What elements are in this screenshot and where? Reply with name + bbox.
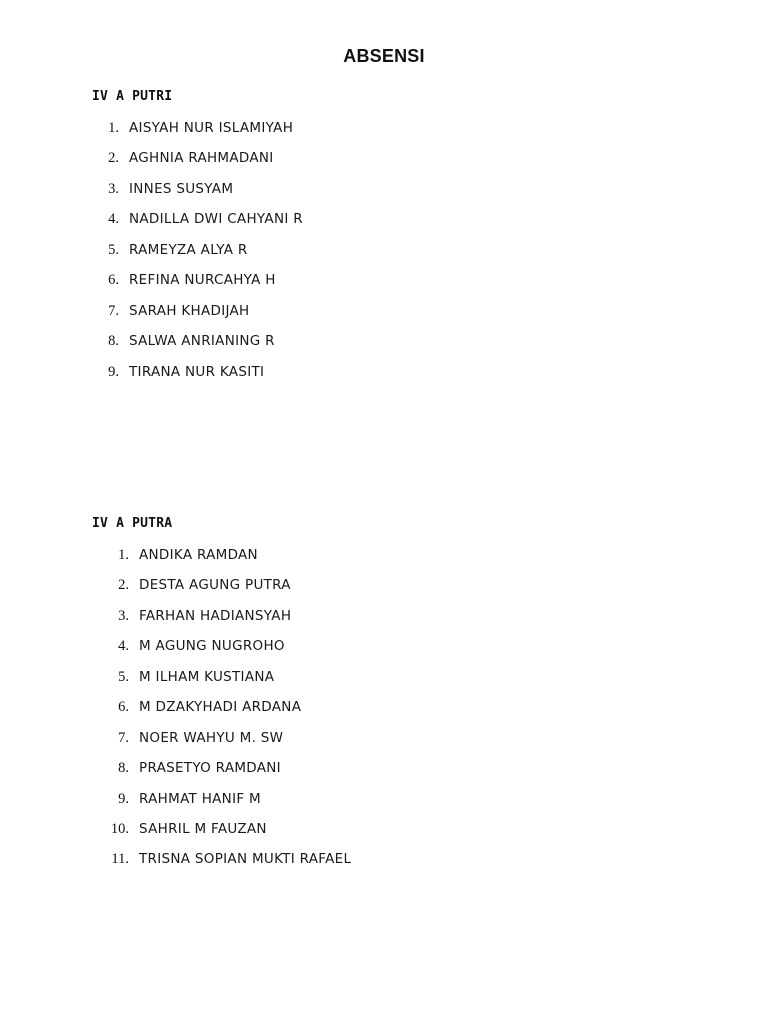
list-item-number: 4.	[108, 211, 119, 228]
list-item	[92, 119, 303, 149]
section-heading-putri: IV A PUTRI	[92, 89, 173, 104]
list-item-number: 11.	[111, 851, 129, 868]
list-item	[92, 820, 351, 850]
list-item-number: 2.	[118, 577, 129, 594]
list-item	[92, 729, 351, 759]
student-name: FARHAN HADIANSYAH	[139, 607, 292, 624]
student-name: TIRANA NUR KASITI	[129, 363, 265, 380]
list-item	[92, 363, 303, 393]
student-name: NOER WAHYU M. SW	[139, 729, 284, 746]
list-item-number: 1.	[108, 120, 119, 136]
list-item-number: 8.	[118, 760, 129, 777]
list-item-number: 7.	[118, 729, 129, 746]
list-item	[92, 576, 351, 606]
student-name: SAHRIL M FAUZAN	[139, 820, 267, 837]
list-item	[92, 332, 303, 362]
list-item-number: 1.	[118, 547, 129, 563]
list-item-number: 3.	[108, 180, 119, 197]
list-item	[92, 302, 303, 332]
student-name: PRASETYO RAMDANI	[139, 760, 281, 777]
student-name: M ILHAM KUSTIANA	[139, 668, 275, 685]
student-list-putri	[92, 119, 303, 393]
student-name: RAHMAT HANIF M	[139, 790, 261, 807]
list-item	[92, 180, 303, 210]
list-item	[92, 546, 351, 576]
student-name: SARAH KHADIJAH	[129, 302, 250, 319]
list-item	[92, 607, 351, 637]
list-item-number: 3.	[118, 607, 129, 624]
student-name: INNES SUSYAM	[129, 180, 234, 197]
list-item	[92, 149, 303, 179]
student-name: AISYAH NUR ISLAMIYAH	[129, 120, 294, 136]
list-item-number: 9.	[118, 790, 129, 807]
student-name: NADILLA DWI CAHYANI R	[129, 211, 303, 228]
list-item	[92, 637, 351, 667]
student-name: ANDIKA RAMDAN	[139, 547, 258, 563]
list-item-number: 5.	[118, 668, 129, 685]
student-name: TRISNA SOPIAN MUKTI RAFAEL	[139, 851, 352, 868]
list-item	[92, 698, 351, 728]
student-name: M AGUNG NUGROHO	[139, 638, 285, 655]
list-item-number: 4.	[118, 638, 129, 655]
student-name: SALWA ANRIANING R	[129, 333, 275, 350]
list-item-number: 5.	[108, 241, 119, 258]
list-item-number: 6.	[118, 699, 129, 716]
list-item-number: 2.	[108, 150, 119, 167]
list-item	[92, 668, 351, 698]
list-item-number: 10.	[110, 820, 129, 837]
student-name: DESTA AGUNG PUTRA	[139, 577, 291, 594]
student-name: M DZAKYHADI ARDANA	[139, 699, 302, 716]
list-item-number: 9.	[108, 363, 119, 380]
list-item	[92, 210, 303, 240]
student-list-putra	[92, 546, 351, 881]
section-heading-putra: IV A PUTRA	[92, 516, 173, 531]
list-item-number: 7.	[108, 302, 119, 319]
list-item-number: 6.	[108, 272, 119, 289]
list-item	[92, 241, 303, 271]
list-item	[92, 271, 303, 301]
list-item	[92, 759, 351, 789]
student-name: RAMEYZA ALYA R	[129, 241, 248, 258]
list-item	[92, 790, 351, 820]
page-title: ABSENSI	[343, 46, 425, 66]
list-item-number: 8.	[108, 333, 119, 350]
student-name: REFINA NURCAHYA H	[129, 272, 276, 289]
student-name: AGHNIA RAHMADANI	[129, 150, 274, 167]
list-item	[92, 850, 351, 880]
